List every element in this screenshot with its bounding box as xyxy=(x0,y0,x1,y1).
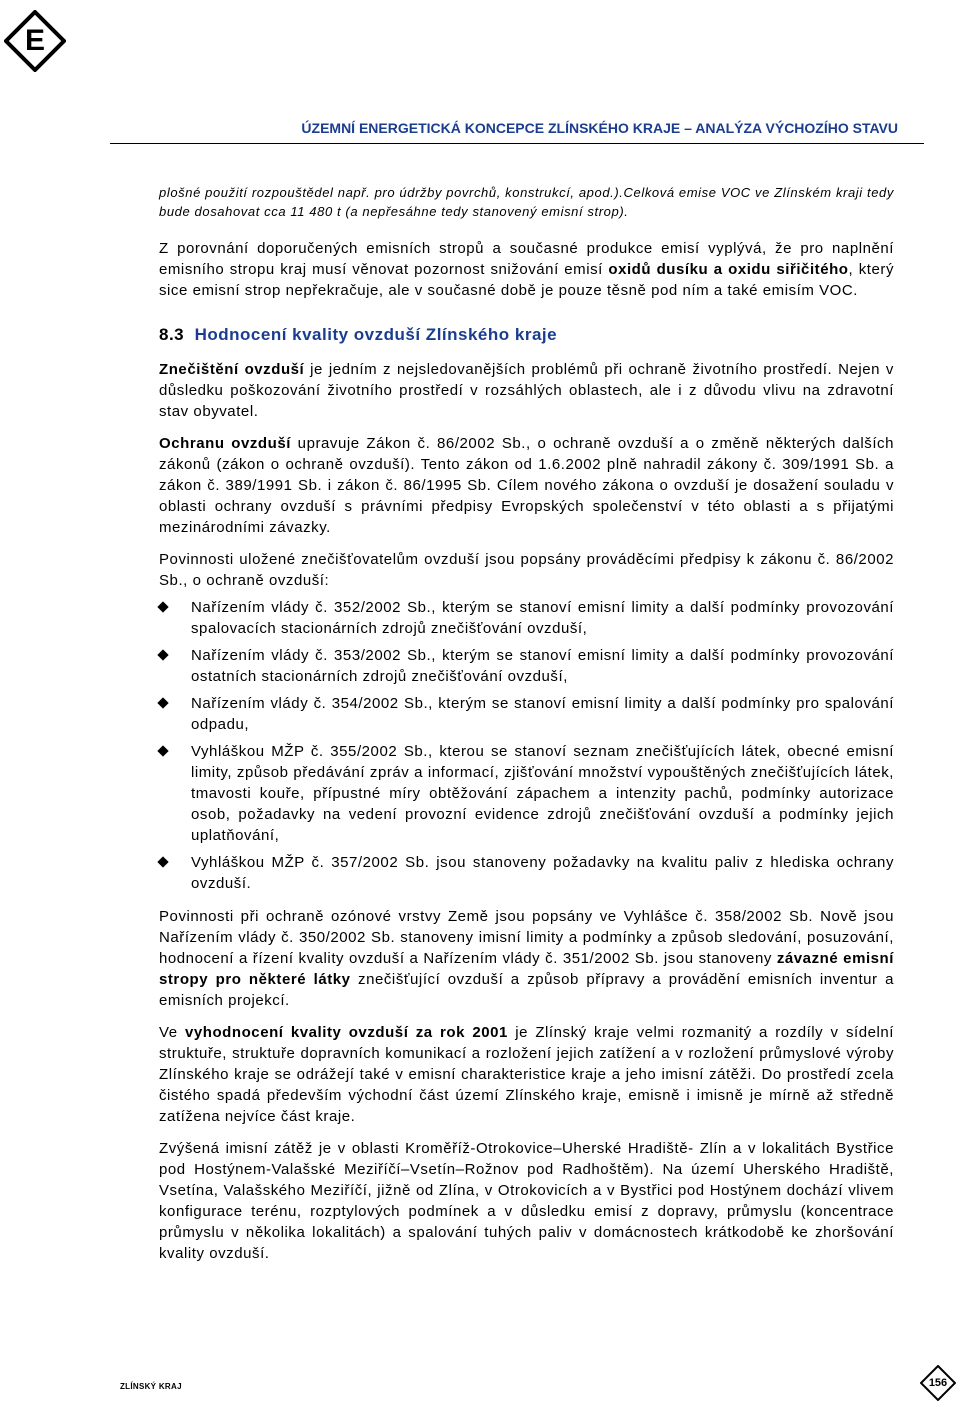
paragraph-ozone-layer xyxy=(159,906,894,1011)
list-item xyxy=(159,741,894,846)
footer-region: ZLÍNSKÝ KRAJ xyxy=(120,1382,182,1391)
diamond-bullet-icon xyxy=(157,601,168,612)
text: je Zlínský kraje velmi rozmanitý a rozdíly v sídelní struktuře, struktuře dopravních komunikací a rozložení jejich zatížení a v rozložení průmyslové výroby Zlínského kraje se odrážejí také v emisní charakteristice kraje a jeho imisní zátěži. Do prostředí zcela čistého spadá především východní část území Zlínského kraje, emisně i imisně je mírně až středně zatížena nejvíce část kraje. xyxy=(159,1024,894,1125)
paragraph-air-quality-2001 xyxy=(159,1022,894,1127)
list-item-text: Nařízením vlády č. 354/2002 Sb., kterým se stanoví emisní limity a další podmínky pro spalování odpadu, xyxy=(191,695,894,733)
list-item-text: Vyhláškou MŽP č. 357/2002 Sb. jsou stanoveny požadavky na kvalitu paliv z hlediska ochrany ovzduší. xyxy=(191,854,894,892)
text: upravuje Zákon č. 86/2002 Sb., o ochraně ovzduší a o změně některých dalších zákonů (zákon o ochraně ovzduší). Tento zákon od 1.6.2002 plně nahradil zákony č. 309/1991 Sb. a zákon č. 389/1991 Sb. i zákon č. 86/1995 Sb. Cílem nového zákona o ovzduší je dosažení souladu v oblasti ochrany ovzduší s právními předpisy Evropských společenství v této oblasti a s přijatými mezinárodními závazky. xyxy=(159,435,894,536)
intro-italic-text: plošné použití rozpouštědel např. pro údržby povrchů, konstrukcí, apod.).Celková emise VOC ve Zlínském kraji tedy bude dosahovat cca 11 480 t (a nepřesáhne tedy stanovený emisní strop). xyxy=(159,185,894,219)
page-number: 156 xyxy=(928,1377,948,1389)
list-item-text: Nařízením vlády č. 352/2002 Sb., kterým se stanoví emisní limity a další podmínky provozování spalovacích stacionárních zdrojů znečišťování ovzduší, xyxy=(191,599,894,637)
text: Z porovnání doporučených emisních stropů a současné produkce emisí vyplývá, že pro naplnění emisního stropu kraj musí věnovat pozornost snižování emisí xyxy=(159,240,894,278)
text: znečišťující ovzduší a způsob přípravy a provádění emisních inventur a emisních projekcí. xyxy=(159,971,894,1009)
diamond-bullet-icon xyxy=(157,697,168,708)
main-content xyxy=(159,183,894,1275)
text: , který sice emisní strop nepřekračuje, ale v současné době je pouze těsně pod ním a také emisím VOC. xyxy=(159,261,894,299)
list-item xyxy=(159,852,894,894)
section-number: 8.3 xyxy=(159,325,185,344)
bold-text: Znečištění ovzduší xyxy=(159,361,305,378)
list-item xyxy=(159,597,894,639)
bold-text: Ochranu ovzduší xyxy=(159,435,291,452)
paragraph-air-pollution xyxy=(159,359,894,422)
paragraph-air-protection-law xyxy=(159,433,894,538)
paragraph-increased-load: Zvýšená imisní zátěž je v oblasti Kroměříž-Otrokovice–Uherské Hradiště- Zlín a v lokalitách Bystřice pod Hostýnem-Valašské Meziříčí–Vsetín–Rožnov pod Radhoštěm). Na území Uherského Hradiště, Vsetína, Valašského Meziříčí, jižně od Zlína, v Otrokovicích a v Bystřici pod Hostýnem dochází vlivem konfigurace terénu, rozptylových podmínek a v důsledku emisí z dopravy, průmyslu (koncentrace průmyslu v několika lokalitách) a spalování tuhých paliv v domácnostech krátkodobě ke zhoršování kvality ovzduší. xyxy=(159,1140,894,1262)
header-title: ÚZEMNÍ ENERGETICKÁ KONCEPCE ZLÍNSKÉHO KRAJE – ANALÝZA VÝCHOZÍHO STAVU xyxy=(301,120,898,136)
paragraph-emission-ceiling xyxy=(159,238,894,301)
regulation-list xyxy=(159,597,894,894)
bold-text: oxidů dusíku a oxidu siřičitého xyxy=(608,261,849,278)
section-heading xyxy=(159,323,894,347)
header-divider xyxy=(110,143,924,144)
diamond-bullet-icon xyxy=(157,856,168,867)
bold-text: vyhodnocení kvality ovzduší za rok 2001 xyxy=(184,1024,508,1041)
list-item xyxy=(159,693,894,735)
list-item-text: Nařízením vlády č. 353/2002 Sb., kterým se stanoví emisní limity a další podmínky provozování ostatních stacionárních zdrojů znečišťování ovzduší, xyxy=(191,647,894,685)
diamond-bullet-icon xyxy=(157,745,168,756)
text: Ve xyxy=(159,1024,185,1041)
list-item xyxy=(159,645,894,687)
bold-text: závazné emisní stropy pro některé látky xyxy=(159,950,894,988)
e-logo xyxy=(4,10,66,72)
section-title: Hodnocení kvality ovzduší Zlínského kraje xyxy=(194,325,558,344)
text: je jedním z nejsledovanějších problémů při ochraně životního prostředí. Nejen v důsledku poškozování životního prostředí v rozsáhlých oblastech, ale i z důvodu vlivu na zdravotní stav obyvatel. xyxy=(159,361,894,420)
text: Povinnosti při ochraně ozónové vrstvy Země jsou popsány ve Vyhlášce č. 358/2002 Sb. Nově jsou Nařízením vlády č. 350/2002 Sb. stanoveny imisní limity a podmínky a způsob sledování, posuzování, hodnocení a řízení kvality ovzduší a Nařízením vlády č. 351/2002 Sb. jsou stanoveny xyxy=(159,908,894,967)
diamond-bullet-icon xyxy=(157,649,168,660)
list-item-text: Vyhláškou MŽP č. 355/2002 Sb., kterou se stanoví seznam znečišťujících látek, obecné emisní limity, způsob předávání zpráv a informací, zjišťování množství vypouštěných znečišťujících látek, tmavosti kouře, přípustné míry obtěžování zápachem a intenzity pachů, podmínky autorizace osob, požadavky na vedení provozní evidence zdrojů znečišťování ovzduší a podmínky jejich uplatňování, xyxy=(191,743,894,844)
paragraph-obligations: Povinnosti uložené znečišťovatelům ovzduší jsou popsány prováděcími předpisy k zákonu č. 86/2002 Sb., o ochraně ovzduší: xyxy=(159,551,894,589)
logo-letter: E xyxy=(24,24,45,57)
